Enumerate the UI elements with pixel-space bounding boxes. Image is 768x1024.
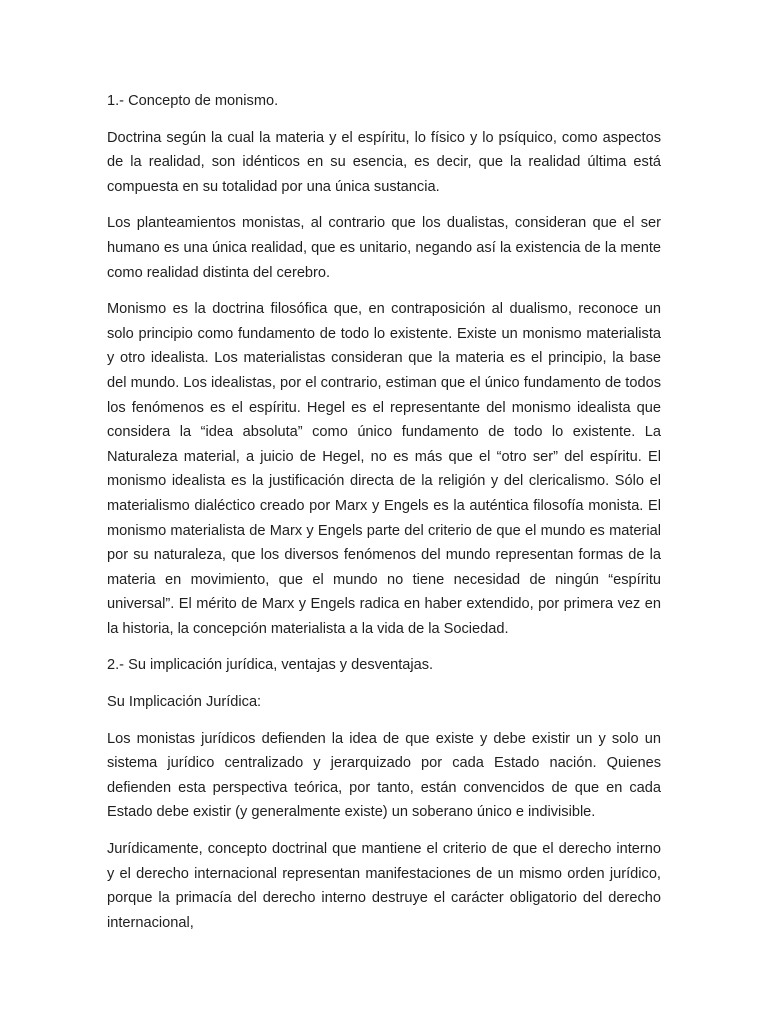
paragraph-definition: Doctrina según la cual la materia y el espíritu, lo físico y lo psíquico, como aspectos de la realidad, son idénticos en su esencia, es decir, que la realidad última está compuesta en su totalidad por una única sustancia. (107, 129, 661, 195)
section-heading-implicacion: 2.- Su implicación jurídica, ventajas y desventajas. (107, 657, 434, 674)
section-heading-concepto: 1.- Concepto de monismo. (107, 93, 279, 109)
paragraph-monistas: Los planteamientos monistas, al contrario que los dualistas, consideran que el ser humano es una única realidad, que es unitario, negando así la existencia de la mente como realidad distinta del cerebro. (107, 215, 661, 281)
paragraph-juridicamente: Jurídicamente, concepto doctrinal que mantiene el criterio de que el derecho interno y el derecho internacional representan manifestaciones de un mismo orden jurídico, porque la primacía del derecho interno destruye el carácter obligatorio del derecho internacional, (107, 841, 661, 931)
paragraph-doctrina-filosofica: Monismo es la doctrina filosófica que, en contraposición al dualismo, reconoce un solo principio como fundamento de todo lo existente. Existe un monismo materialista y otro idealista. Los materialistas consideran que la materia es el principio, la base del mundo. Los idealistas, por el contrario, estiman que el único fundamento de todos los fenómenos es el espíritu. Hegel es el representante del monismo idealista que considera la “idea absoluta” como único fundamento de todo lo existente. La Naturaleza material, a juicio de Hegel, no es más que el “otro ser” del espíritu. El monismo idealista es la justificación directa de la religión y del clericalismo. Sólo el materialismo dialéctico creado por Marx y Engels es la auténtica filosofía monista. El monismo materialista de Marx y Engels parte del criterio de que el mundo es material por su naturaleza, que los diversos fenómenos del mundo representan formas de la materia en movimiento, que el mundo no tiene necesidad de ningún “espíritu universal”. El mérito de Marx y Engels radica en haber extendido, por primera vez en la historia, la concepción materialista a la vida de la Sociedad. (107, 301, 661, 637)
paragraph-monistas-juridicos: Los monistas jurídicos defienden la idea de que existe y debe existir un y solo un sistema jurídico centralizado y jerarquizado por cada Estado nación. Quienes defienden esta perspectiva teórica, por tanto, están convencidos de que en cada Estado debe existir (y generalmente existe) un soberano único e indivisible. (107, 730, 661, 821)
subheading-implicacion-juridica: Su Implicación Jurídica: (107, 694, 262, 711)
document-body (107, 89, 661, 947)
